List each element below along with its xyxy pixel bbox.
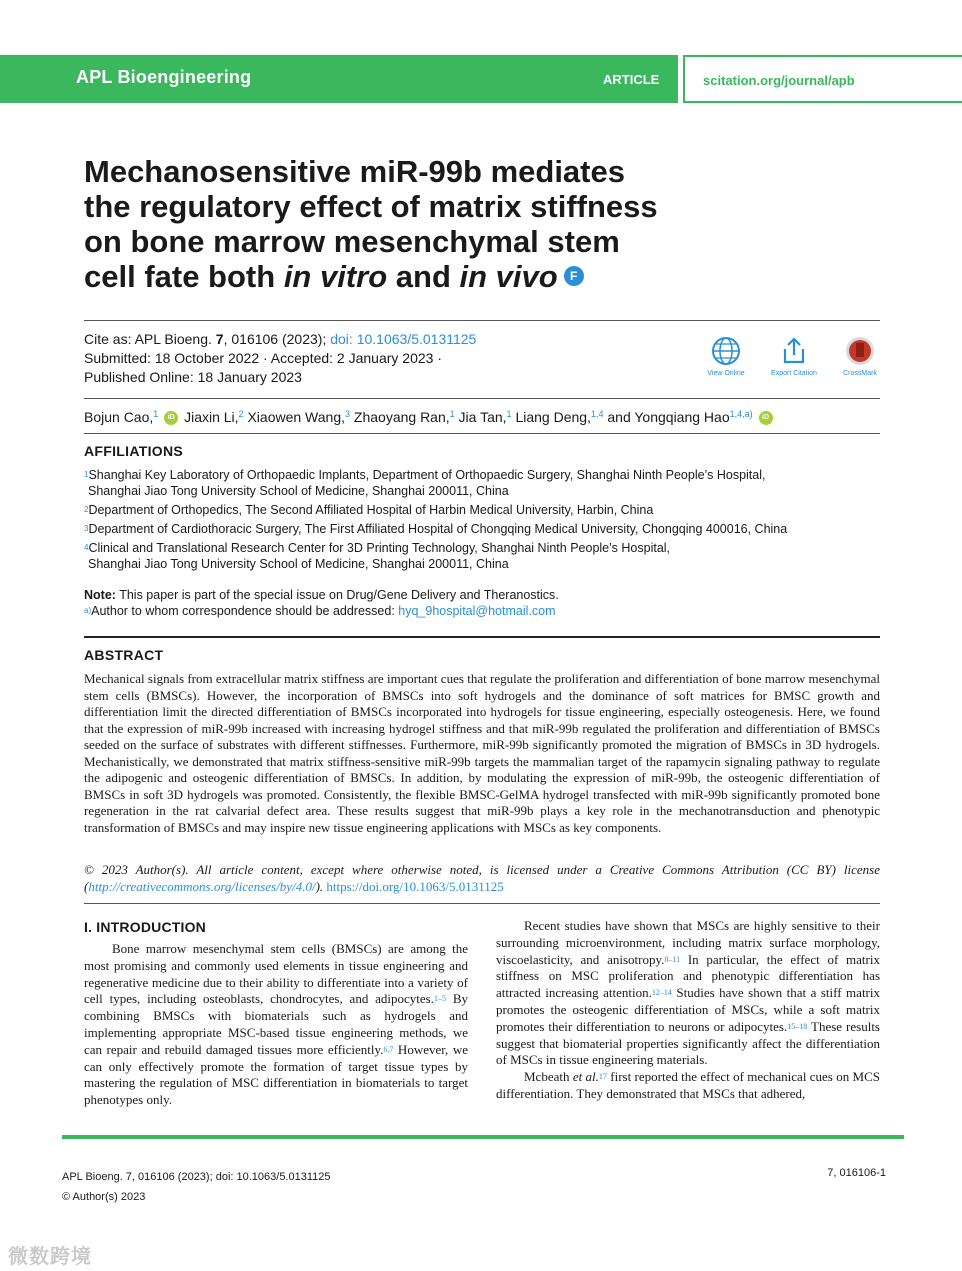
- paragraph-text: By combining BMSCs with biomaterials such as hydrogels and implementing appropriate MSC-based tissue engineering methods, we can repair and rebuild damaged tissues more efficiently.: [84, 991, 468, 1057]
- author-name[interactable]: Jia Tan,: [458, 409, 507, 425]
- reference-link[interactable]: 1–5: [434, 994, 446, 1004]
- affiliation-item: [84, 467, 884, 499]
- cite-line: [84, 330, 476, 349]
- paragraph-text: Bone marrow mesenchymal stem cells (BMSCs) are among the most promising and commonly used elements in tissue engineering and regenerative medicine due to their ability to differentiate into a variety of cell types, including osteoblasts, chondrocytes, and adipocytes.: [84, 941, 468, 1007]
- article-doi-link[interactable]: https://doi.org/10.1063/5.0131125: [326, 878, 504, 894]
- crossmark-label: CrossMark: [843, 370, 877, 377]
- reference-link[interactable]: 8–11: [664, 954, 681, 964]
- paragraph-text: first reported the effect of mechanical cues on MCS differentiation. They demonstrated that MSCs that adhered,: [496, 1069, 881, 1101]
- export-citation-button[interactable]: [764, 336, 824, 377]
- author-name[interactable]: Jiaxin Li,: [184, 409, 239, 425]
- globe-icon: [711, 336, 741, 366]
- abstract-text: Mechanical signals from extracellular matrix stiffness are important cues that regulate the proliferation and differentiation of bone marrow mesenchymal stem cells (BMSCs). However, the incorporation of BMSCs into soft hydrogels and the dominance of soft matrices for BMSC growth and differentiation limit the directed differentiation of BMSCs incorporated into hydrogels for tissue engineering, especially osteogenesis. Here, we found that the expression of miR-99b increased with increasing hydrogel stiffness and that miR-99b regulated the proliferation and differentiation of BMSCs seeded on the surface of substrates with different stiffnesses. Furthermore, miR-99b significantly promoted the migration of BMSCs in 3D hydrogels. Mechanistically, we demonstrated that matrix stiffness-sensitive miR-99b targets the mammalian target of the rapamycin signaling pathway to regulate the adipogenic and osteogenic differentiation of BMSCs. In addition, by modulating the expression of miR-99b, the osteogenic differentiation of BMSCs in soft 3D hydrogels was promoted. Consistently, the flexible BMSC-GelMA hydrogel transfected with miR-99b significantly promoted bone regeneration in the rat calvarial defect area. These results suggest that miR-99b plays a key role in the mechanotransduction and phenotypic transformation of BMSCs and may inspire new tissue engineering applications with MSCs as key components.: [84, 671, 880, 835]
- license-link[interactable]: http://creativecommons.org/licenses/by/4.0/: [88, 878, 316, 894]
- watermark: 微数跨境: [8, 1246, 92, 1268]
- corr-sup: a): [84, 606, 92, 615]
- orcid-icon[interactable]: iD: [164, 411, 178, 425]
- note-label: Note:: [84, 588, 116, 602]
- author-affil-sup: 1: [449, 409, 455, 419]
- paragraph-text: Mcbeath: [524, 1069, 573, 1085]
- author-affil-sup: 3: [345, 409, 351, 419]
- paragraph: [84, 941, 468, 1109]
- paragraph-text: Studies have shown that a stiff matrix promotes the osteogenic differentiation of MSCs, while a soft matrix promotes their differentiation to neurons or adipocytes.: [496, 985, 880, 1034]
- title-text: cell fate both: [84, 259, 284, 294]
- title-italic: in vitro: [283, 259, 388, 294]
- divider: [84, 398, 880, 399]
- affiliation-sup: 1: [84, 470, 89, 479]
- affiliation-sup: 2: [84, 505, 89, 514]
- correspondence-note: [84, 603, 559, 619]
- paragraph: [496, 918, 880, 1069]
- corr-label: Author to whom correspondence should be addressed:: [91, 604, 399, 618]
- author-affil-sup: 1: [153, 409, 159, 419]
- cite-label: Cite as: APL Bioeng.: [84, 331, 216, 347]
- affiliation-text: Shanghai Jiao Tong University School of Medicine, Shanghai 200011, China: [88, 484, 509, 498]
- view-online-button[interactable]: [696, 336, 756, 377]
- published-date: Published Online: 18 January 2023: [84, 369, 302, 385]
- author-affil-sup: 1,4: [590, 409, 604, 419]
- paragraph-text: These results suggest that biomaterial properties significantly affect the differentiation of MSCs in tissue engineering materials.: [496, 1018, 880, 1068]
- divider: [84, 433, 880, 434]
- orcid-icon[interactable]: iD: [759, 411, 773, 425]
- view-online-label: View Online: [707, 370, 745, 377]
- title-italic: in vivo: [459, 259, 558, 294]
- body-column-left: [84, 941, 468, 1109]
- affiliation-item: [84, 521, 884, 537]
- article-type-label: ARTICLE: [603, 72, 660, 87]
- reference-link[interactable]: 12–14: [651, 988, 672, 998]
- affiliations-list: [84, 467, 884, 575]
- affiliations-heading: AFFILIATIONS: [84, 443, 183, 459]
- title-line: [84, 259, 724, 294]
- journal-header: [0, 55, 962, 103]
- author-affil-sup: 1,4,a): [729, 409, 753, 419]
- journal-name: APL Bioengineering: [76, 67, 252, 87]
- footer-copyright: © Author(s) 2023: [62, 1191, 146, 1203]
- divider: [84, 636, 880, 638]
- article-title: [84, 154, 724, 294]
- note-text: This paper is part of the special issue on Drug/Gene Delivery and Theranostics.: [115, 588, 559, 602]
- author-affil-sup: 1: [506, 409, 512, 419]
- author-name[interactable]: and Yongqiang Hao: [607, 409, 730, 425]
- section-heading: I. INTRODUCTION: [84, 919, 206, 935]
- crossmark-button[interactable]: [830, 336, 890, 377]
- affiliation-text: Clinical and Translational Research Center for 3D Printing Technology, Shanghai Ninth People’s Hospital,: [88, 541, 671, 555]
- author-name[interactable]: Zhaoyang Ran,: [353, 409, 450, 425]
- license-statement: ).: [315, 878, 327, 894]
- affiliation-text: Shanghai Jiao Tong University School of Medicine, Shanghai 200011, China: [88, 557, 509, 571]
- affiliation-text: Department of Orthopedics, The Second Affiliated Hospital of Harbin Medical University, Harbin, China: [88, 503, 654, 517]
- author-name[interactable]: Bojun Cao,: [84, 409, 154, 425]
- title-line: the regulatory effect of matrix stiffness: [84, 189, 658, 224]
- note-block: [84, 587, 559, 619]
- footer-left: [62, 1167, 331, 1207]
- cite-rest: , 016106 (2023);: [223, 331, 331, 347]
- affiliation-item: [84, 502, 884, 518]
- author-list: [84, 407, 775, 427]
- header-green-bar: [0, 55, 678, 103]
- affiliation-text: Department of Cardiothoracic Surgery, The First Affiliated Hospital of Chongqing Medical University, Chongqing 400016, China: [88, 522, 788, 536]
- title-text: and: [387, 259, 460, 294]
- affiliation-text: Shanghai Key Laboratory of Orthopaedic Implants, Department of Orthopaedic Surgery, Shanghai Ninth People’s Hospital,: [88, 468, 766, 482]
- author-name[interactable]: Xiaowen Wang,: [247, 409, 345, 425]
- corresponding-email-link[interactable]: hyq_9hospital@hotmail.com: [398, 604, 556, 618]
- affiliation-sup: 4: [84, 543, 89, 552]
- title-line: on bone marrow mesenchymal stem: [84, 224, 620, 259]
- license-text: [84, 862, 880, 895]
- reference-link[interactable]: 17: [598, 1072, 607, 1082]
- body-column-right: [496, 918, 880, 1103]
- divider: [84, 903, 880, 904]
- doi-link[interactable]: doi: 10.1063/5.0131125: [330, 331, 477, 347]
- citation-block: [84, 330, 476, 387]
- abstract-heading: ABSTRACT: [84, 647, 164, 663]
- author-affil-sup: 2: [238, 409, 244, 419]
- paragraph: [496, 1069, 880, 1103]
- journal-url-link[interactable]: scitation.org/journal/apb: [703, 73, 855, 88]
- divider: [84, 320, 880, 321]
- license-statement: © 2023 Author(s). All article content, except where otherwise noted, is licensed under a Creative Commons Attribution (CC BY) license (: [84, 862, 880, 894]
- submitted-dates: Submitted: 18 October 2022 · Accepted: 2 January 2023 ·: [84, 350, 442, 366]
- paragraph-text: In particular, the effect of matrix stiffness on MSC proliferation and phenotypic differentiation has attracted increasing attention.: [496, 951, 880, 1001]
- export-citation-label: Export Citation: [771, 370, 817, 377]
- featured-badge-icon[interactable]: F: [564, 266, 584, 286]
- cite-volume: 7: [215, 331, 224, 347]
- footer-citation: APL Bioeng. 7, 016106 (2023); doi: 10.1063/5.0131125: [62, 1171, 331, 1183]
- article-tools: [700, 336, 890, 382]
- paragraph-text: et al.: [572, 1069, 599, 1085]
- export-icon: [779, 336, 809, 366]
- special-issue-note: [84, 587, 559, 603]
- paragraph-text: Recent studies have shown that MSCs are highly sensitive to their surrounding microenvironment, including matrix surface morphology, viscoelasticity, and anisotropy.: [496, 918, 880, 967]
- crossmark-icon: [845, 336, 875, 366]
- journal-url-box[interactable]: [683, 55, 962, 103]
- title-line: Mechanosensitive miR-99b mediates: [84, 154, 625, 189]
- reference-link[interactable]: 15–18: [787, 1021, 808, 1031]
- affiliation-sup: 3: [84, 524, 89, 533]
- page-number: 7, 016106-1: [827, 1167, 886, 1179]
- footer-green-rule: [62, 1135, 904, 1139]
- paragraph-text: However, we can only effectively promote the formation of target tissue types by mastering the regulation of MSC differentiation in biomaterials to target phenotypes only.: [84, 1041, 468, 1108]
- reference-link[interactable]: 6,7: [383, 1044, 394, 1054]
- author-name[interactable]: Liang Deng,: [515, 409, 591, 425]
- affiliation-item: [84, 540, 884, 572]
